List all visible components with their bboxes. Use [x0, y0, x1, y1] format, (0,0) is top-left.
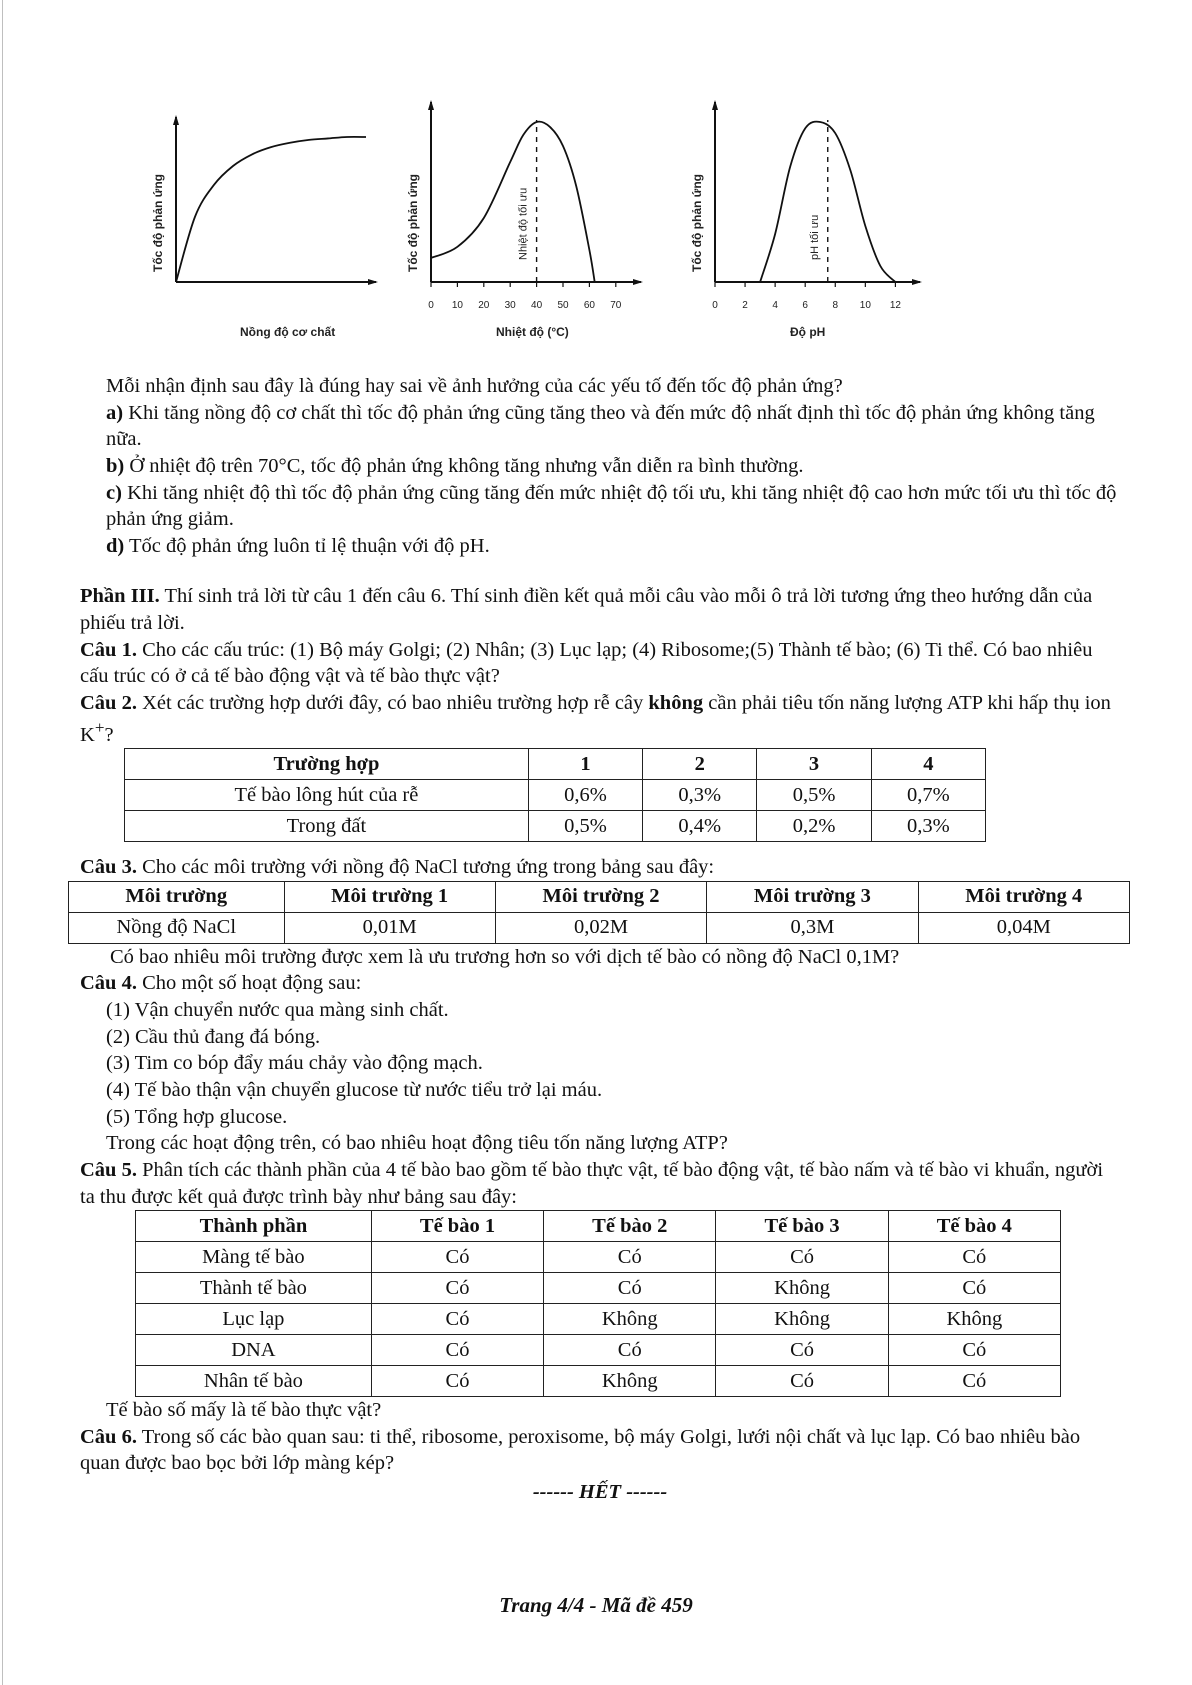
- question-4: [80, 970, 1120, 997]
- x-tick-label: 20: [478, 300, 490, 311]
- table-cell: Có: [888, 1366, 1060, 1397]
- q1-label: Câu 1.: [80, 638, 137, 661]
- x-axis-arrow-icon: [633, 279, 643, 285]
- q2-bold-word: không: [648, 692, 704, 715]
- part3-text: Thí sinh trả lời từ câu 1 đến câu 6. Thí sinh điền kết quả mỗi câu vào mỗi ô trả lời tương ứng theo hướng dẫn của phiếu trả lời.: [80, 585, 1093, 635]
- table-cell: Có: [544, 1242, 716, 1273]
- table-cell: Không: [888, 1304, 1060, 1335]
- table-row: [69, 912, 1130, 943]
- table-cell: Không: [716, 1273, 888, 1304]
- table-cell: 0,5%: [757, 780, 871, 811]
- y-axis-label: Tốc độ phản ứng: [406, 173, 420, 272]
- part3-label: Phần III.: [80, 585, 160, 608]
- table-cell: Không: [544, 1366, 716, 1397]
- q2-table: [124, 748, 986, 842]
- table-cell: Có: [716, 1242, 888, 1273]
- x-axis-arrow-icon: [368, 279, 378, 285]
- q5-label: Câu 5.: [80, 1158, 137, 1181]
- y-axis-arrow-icon: [712, 100, 718, 110]
- y-axis-label: Tốc độ phản ứng: [690, 173, 704, 272]
- table-row: [136, 1335, 1061, 1366]
- page-edge-rule: [2, 0, 3, 1685]
- table-row: [125, 780, 986, 811]
- table-cell: Tế bào 1: [371, 1211, 543, 1242]
- table-cell: 1: [528, 749, 642, 780]
- table-cell: 0,6%: [528, 780, 642, 811]
- q6-text: Trong số các bào quan sau: ti thể, ribosome, peroxisome, bộ máy Golgi, lưới nội chất và lục lạp. Có bao nhiêu bào quan được bao bọc bởi lớp màng kép?: [80, 1425, 1081, 1475]
- table-cell: Có: [544, 1273, 716, 1304]
- q3-table: [68, 881, 1130, 944]
- x-axis-label: Nhiệt độ (°C): [496, 325, 569, 339]
- series-line: [176, 137, 366, 282]
- table-cell: Môi trường 1: [284, 881, 495, 912]
- q4-item-3: (3) Tim co bóp đẩy máu chảy vào động mạch.: [106, 1052, 483, 1075]
- x-tick-label: 10: [859, 300, 871, 311]
- x-tick-label: 0: [428, 300, 434, 311]
- q2-label: Câu 2.: [80, 692, 137, 715]
- table-cell: Môi trường 3: [707, 881, 918, 912]
- table-cell: 4: [871, 749, 985, 780]
- question-intro: Mỗi nhận định sau đây là đúng hay sai về ảnh hưởng của các yếu tố đến tốc độ phản ứng?: [106, 375, 843, 397]
- table-cell: DNA: [136, 1335, 372, 1366]
- table-header-row: [125, 749, 986, 780]
- statement-a: [80, 400, 1120, 453]
- table-cell: Có: [888, 1335, 1060, 1366]
- q1-text: Cho các cấu trúc: (1) Bộ máy Golgi; (2) Nhân; (3) Lục lạp; (4) Ribosome;(5) Thành tế bào; (6) Ti thể. Có bao nhiêu cấu trúc có ở cả tế bào động vật và tế bào thực vật?: [80, 638, 1093, 688]
- question-3: [80, 854, 1120, 881]
- x-tick-label: 30: [504, 300, 516, 311]
- table-cell: Màng tế bào: [136, 1242, 372, 1273]
- y-axis-arrow-icon: [173, 115, 179, 125]
- table-row: [136, 1366, 1061, 1397]
- statement-text: Ở nhiệt độ trên 70°C, tốc độ phản ứng không tăng nhưng vẫn diễn ra bình thường.: [124, 454, 804, 477]
- x-tick-label: 12: [889, 300, 901, 311]
- charts-canvas: [140, 100, 1020, 370]
- question-1: [80, 637, 1120, 690]
- x-tick-label: 0: [712, 300, 718, 311]
- table-cell: Tế bào 3: [716, 1211, 888, 1242]
- statement-b: [80, 453, 1120, 480]
- table-cell: Tế bào 2: [544, 1211, 716, 1242]
- statement-d: [80, 533, 1120, 560]
- table-cell: Lục lạp: [136, 1304, 372, 1335]
- table-row: [125, 811, 986, 842]
- question-2: [80, 690, 1120, 748]
- table-row: [136, 1273, 1061, 1304]
- question-6: [80, 1424, 1120, 1477]
- table-cell: Môi trường 4: [918, 881, 1129, 912]
- y-axis-label: Tốc độ phản ứng: [151, 173, 165, 272]
- q4-text: Cho một số hoạt động sau:: [136, 972, 362, 995]
- statement-text: Tốc độ phản ứng luôn tỉ lệ thuận với độ pH.: [124, 534, 490, 557]
- table-cell: Môi trường: [69, 881, 285, 912]
- optimum-label: pH tối ưu: [808, 214, 821, 260]
- table-cell: Có: [371, 1273, 543, 1304]
- x-axis-label: Nồng độ cơ chất: [240, 325, 336, 339]
- table-row: [136, 1242, 1061, 1273]
- table-cell: Thành phần: [136, 1211, 372, 1242]
- q3-text: Cho các môi trường với nồng độ NaCl tương ứng trong bảng sau đây:: [136, 856, 715, 879]
- table-cell: Trong đất: [125, 811, 529, 842]
- statement-label: c): [106, 481, 122, 504]
- table-cell: 0,5%: [528, 811, 642, 842]
- x-tick-label: 70: [610, 300, 622, 311]
- table-cell: Có: [716, 1366, 888, 1397]
- table-cell: 0,7%: [871, 780, 985, 811]
- table-cell: Không: [716, 1304, 888, 1335]
- q4-question: Trong các hoạt động trên, có bao nhiêu hoạt động tiêu tốn năng lượng ATP?: [106, 1132, 728, 1155]
- statement-text: Khi tăng nhiệt độ thì tốc độ phản ứng cũng tăng đến mức nhiệt độ tối ưu, khi tăng nhiệt độ cao hơn mức tối ưu thì tốc độ phản ứng giảm.: [106, 481, 1117, 531]
- q2-text-before: Xét các trường hợp dưới đây, có bao nhiêu trường hợp rễ cây: [136, 692, 649, 715]
- q6-label: Câu 6.: [80, 1425, 137, 1448]
- statement-list: [80, 400, 1120, 560]
- q2-text-after: cần phải tiêu tốn năng lượng ATP khi hấp thụ ion K: [80, 692, 1111, 746]
- table-row: [136, 1304, 1061, 1335]
- x-tick-label: 60: [583, 300, 595, 311]
- table-cell: 0,01M: [284, 912, 495, 943]
- table-cell: Trường hợp: [125, 749, 529, 780]
- statement-label: b): [106, 454, 125, 477]
- table-cell: 0,3%: [871, 811, 985, 842]
- q5-question: Tế bào số mấy là tế bào thực vật?: [106, 1399, 382, 1422]
- table-cell: Có: [544, 1335, 716, 1366]
- table-cell: Có: [371, 1242, 543, 1273]
- enzyme-rate-charts: [140, 100, 1020, 370]
- table-cell: 0,04M: [918, 912, 1129, 943]
- statement-label: a): [106, 401, 124, 424]
- optimum-label: Nhiệt độ tối ưu: [517, 187, 530, 260]
- table-cell: Không: [544, 1304, 716, 1335]
- series-line: [431, 122, 595, 282]
- end-mark: ------ HẾT ------: [532, 1481, 668, 1504]
- x-tick-label: 50: [557, 300, 569, 311]
- q3-label: Câu 3.: [80, 856, 137, 879]
- table-header-row: [69, 881, 1130, 912]
- x-tick-label: 40: [531, 300, 543, 311]
- question-5: [80, 1157, 1120, 1210]
- part3-heading: [80, 583, 1120, 636]
- table-cell: Có: [371, 1304, 543, 1335]
- table-cell: Tế bào 4: [888, 1211, 1060, 1242]
- statement-text: Khi tăng nồng độ cơ chất thì tốc độ phản ứng cũng tăng theo và đến mức độ nhất định thì tốc độ phản ứng không tăng nữa.: [106, 401, 1095, 451]
- table-cell: 0,02M: [495, 912, 706, 943]
- q4-item-5: (5) Tổng hợp glucose.: [106, 1105, 288, 1128]
- table-cell: Nhân tế bào: [136, 1366, 372, 1397]
- q2-superscript: +: [94, 717, 105, 737]
- table-cell: Môi trường 2: [495, 881, 706, 912]
- q3-question: Có bao nhiêu môi trường được xem là ưu trương hơn so với dịch tế bào có nồng độ NaCl 0,1M?: [110, 945, 900, 968]
- table-cell: 3: [757, 749, 871, 780]
- table-cell: 0,2%: [757, 811, 871, 842]
- q4-item-1: (1) Vận chuyển nước qua màng sinh chất.: [106, 999, 449, 1022]
- table-cell: 2: [643, 749, 757, 780]
- x-axis-label: Độ pH: [790, 325, 826, 339]
- x-tick-label: 6: [802, 300, 808, 311]
- table-cell: 0,4%: [643, 811, 757, 842]
- table-cell: Có: [888, 1242, 1060, 1273]
- table-cell: Có: [716, 1335, 888, 1366]
- q5-text: Phân tích các thành phần của 4 tế bào bao gồm tế bào thực vật, tế bào động vật, tế bào nấm và tế bào vi khuẩn, người ta thu được kết quả được trình bày như bảng sau đây:: [80, 1158, 1104, 1208]
- x-axis-arrow-icon: [912, 279, 922, 285]
- statement-c: [80, 480, 1120, 533]
- table-cell: 0,3%: [643, 780, 757, 811]
- table-cell: Thành tế bào: [136, 1273, 372, 1304]
- spacer: [80, 842, 1120, 854]
- q5-table: [135, 1210, 1061, 1397]
- page-footer: Trang 4/4 - Mã đề 459: [499, 1593, 693, 1617]
- table-header-row: [136, 1211, 1061, 1242]
- table-cell: Có: [371, 1366, 543, 1397]
- table-cell: 0,3M: [707, 912, 918, 943]
- table-cell: Tế bào lông hút của rễ: [125, 780, 529, 811]
- table-cell: Có: [888, 1273, 1060, 1304]
- x-tick-label: 8: [832, 300, 839, 311]
- table-cell: Nồng độ NaCl: [69, 912, 285, 943]
- q4-label: Câu 4.: [80, 972, 137, 995]
- page-content: [80, 373, 1120, 1506]
- y-axis-arrow-icon: [428, 100, 434, 110]
- table-cell: Có: [371, 1335, 543, 1366]
- x-tick-label: 4: [772, 300, 778, 311]
- q4-item-4: (4) Tế bào thận vận chuyển glucose từ nước tiểu trở lại máu.: [106, 1079, 603, 1101]
- statement-label: d): [106, 534, 125, 557]
- spacer: [80, 559, 1120, 583]
- x-tick-label: 2: [742, 300, 748, 311]
- q4-item-2: (2) Cầu thủ đang đá bóng.: [106, 1025, 321, 1048]
- q2-text-end: ?: [104, 723, 114, 746]
- x-tick-label: 10: [451, 300, 463, 311]
